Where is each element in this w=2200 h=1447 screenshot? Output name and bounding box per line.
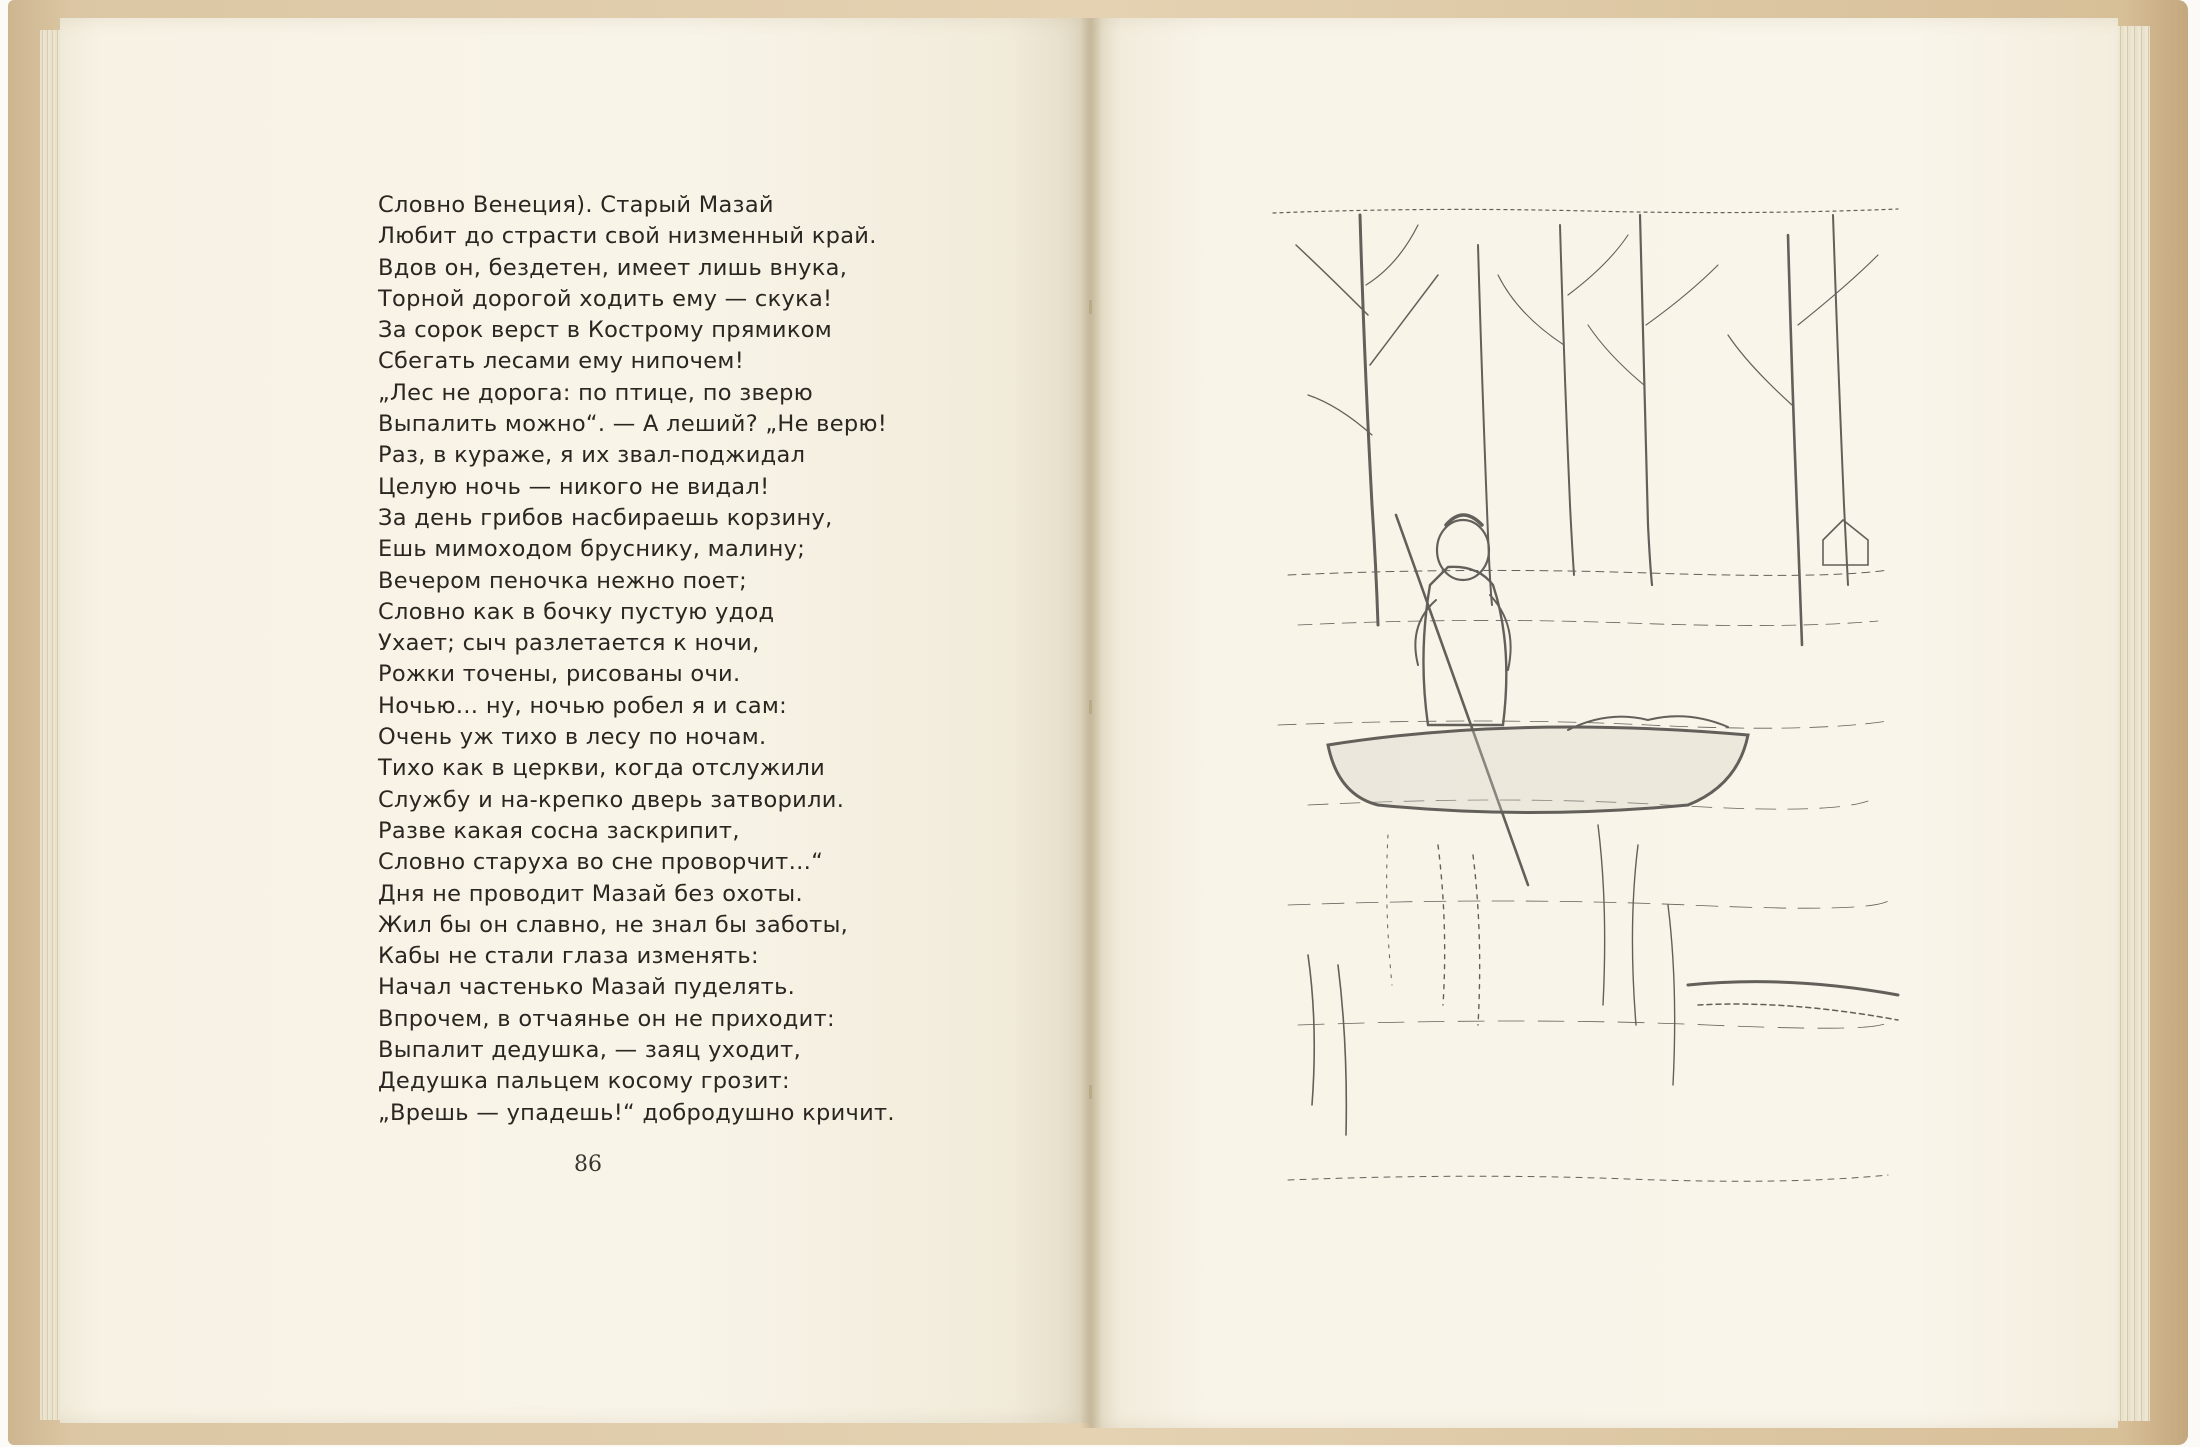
poem-line: Рожки точены, рисованы очи. bbox=[378, 661, 741, 688]
binding-stitch bbox=[1089, 700, 1092, 714]
book-gutter bbox=[1080, 18, 1102, 1428]
poem-line: Раз, в кураже, я их звал-поджидал bbox=[378, 442, 806, 469]
poem-line: Начал частенько Мазай пуделять. bbox=[378, 974, 796, 1001]
binding-stitch bbox=[1089, 1085, 1092, 1099]
poem-line: Вдов он, бездетен, имеет лишь внука, bbox=[378, 254, 848, 281]
poem-line: Выпалить можно“. — А леший? „Не верю! bbox=[378, 411, 888, 438]
poem-line: Ночью… ну, ночью робел я и сам: bbox=[378, 692, 788, 719]
poem-line: Очень уж тихо в лесу по ночам. bbox=[378, 724, 767, 751]
poem-line: Кабы не стали глаза изменять: bbox=[378, 943, 759, 970]
poem-line: Ухает; сыч разлетается к ночи, bbox=[378, 630, 760, 657]
binding-stitch bbox=[1089, 300, 1092, 314]
poem-line: Впрочем, в отчаянье он не приходит: bbox=[378, 1005, 835, 1032]
illustration-drawing bbox=[1268, 205, 1900, 1190]
poem-line: Словно Венеция). Старый Мазай bbox=[378, 192, 774, 218]
poem-line: Вечером пеночка нежно поет; bbox=[378, 567, 748, 594]
poem-line: За сорок верст в Кострому прямиком bbox=[378, 317, 833, 344]
poem-line: Тихо как в церкви, когда отслужили bbox=[378, 755, 826, 782]
poem-line: Жил бы он славно, не знал бы заботы, bbox=[378, 911, 849, 938]
poem-line: „Лес не дорога: по птице, по зверю bbox=[378, 379, 814, 406]
poem-line: Ешь мимоходом бруснику, малину; bbox=[378, 536, 806, 563]
page-number: 86 bbox=[574, 1152, 602, 1177]
poem-line: Дня не проводит Мазай без охоты. bbox=[378, 880, 803, 907]
poem-line: Разве какая сосна заскрипит, bbox=[378, 817, 740, 844]
poem-line: „Врешь — упадешь!“ добродушно кричит. bbox=[378, 1099, 895, 1126]
poem-text bbox=[378, 190, 938, 1129]
poem-line: Службу и на-крепко дверь затворили. bbox=[378, 786, 845, 813]
illustration-mazai-boat bbox=[1268, 205, 1900, 1190]
poem-line: Любит до страсти свой низменный край. bbox=[378, 223, 877, 250]
poem-line: Выпалит дедушка, — заяц уходит, bbox=[378, 1037, 802, 1064]
poem-line: Торной дорогой ходить ему — скука! bbox=[378, 285, 833, 312]
poem-line: Целую ночь — никого не видал! bbox=[378, 473, 770, 500]
poem-line: Словно старуха во сне проворчит…“ bbox=[378, 849, 824, 876]
poem-line: Дедушка пальцем косому грозит: bbox=[378, 1068, 790, 1095]
poem-line: За день грибов насбираешь корзину, bbox=[378, 504, 833, 531]
poem-line: Словно как в бочку пустую удод bbox=[378, 598, 775, 625]
poem-line: Сбегать лесами ему нипочем! bbox=[378, 348, 745, 375]
